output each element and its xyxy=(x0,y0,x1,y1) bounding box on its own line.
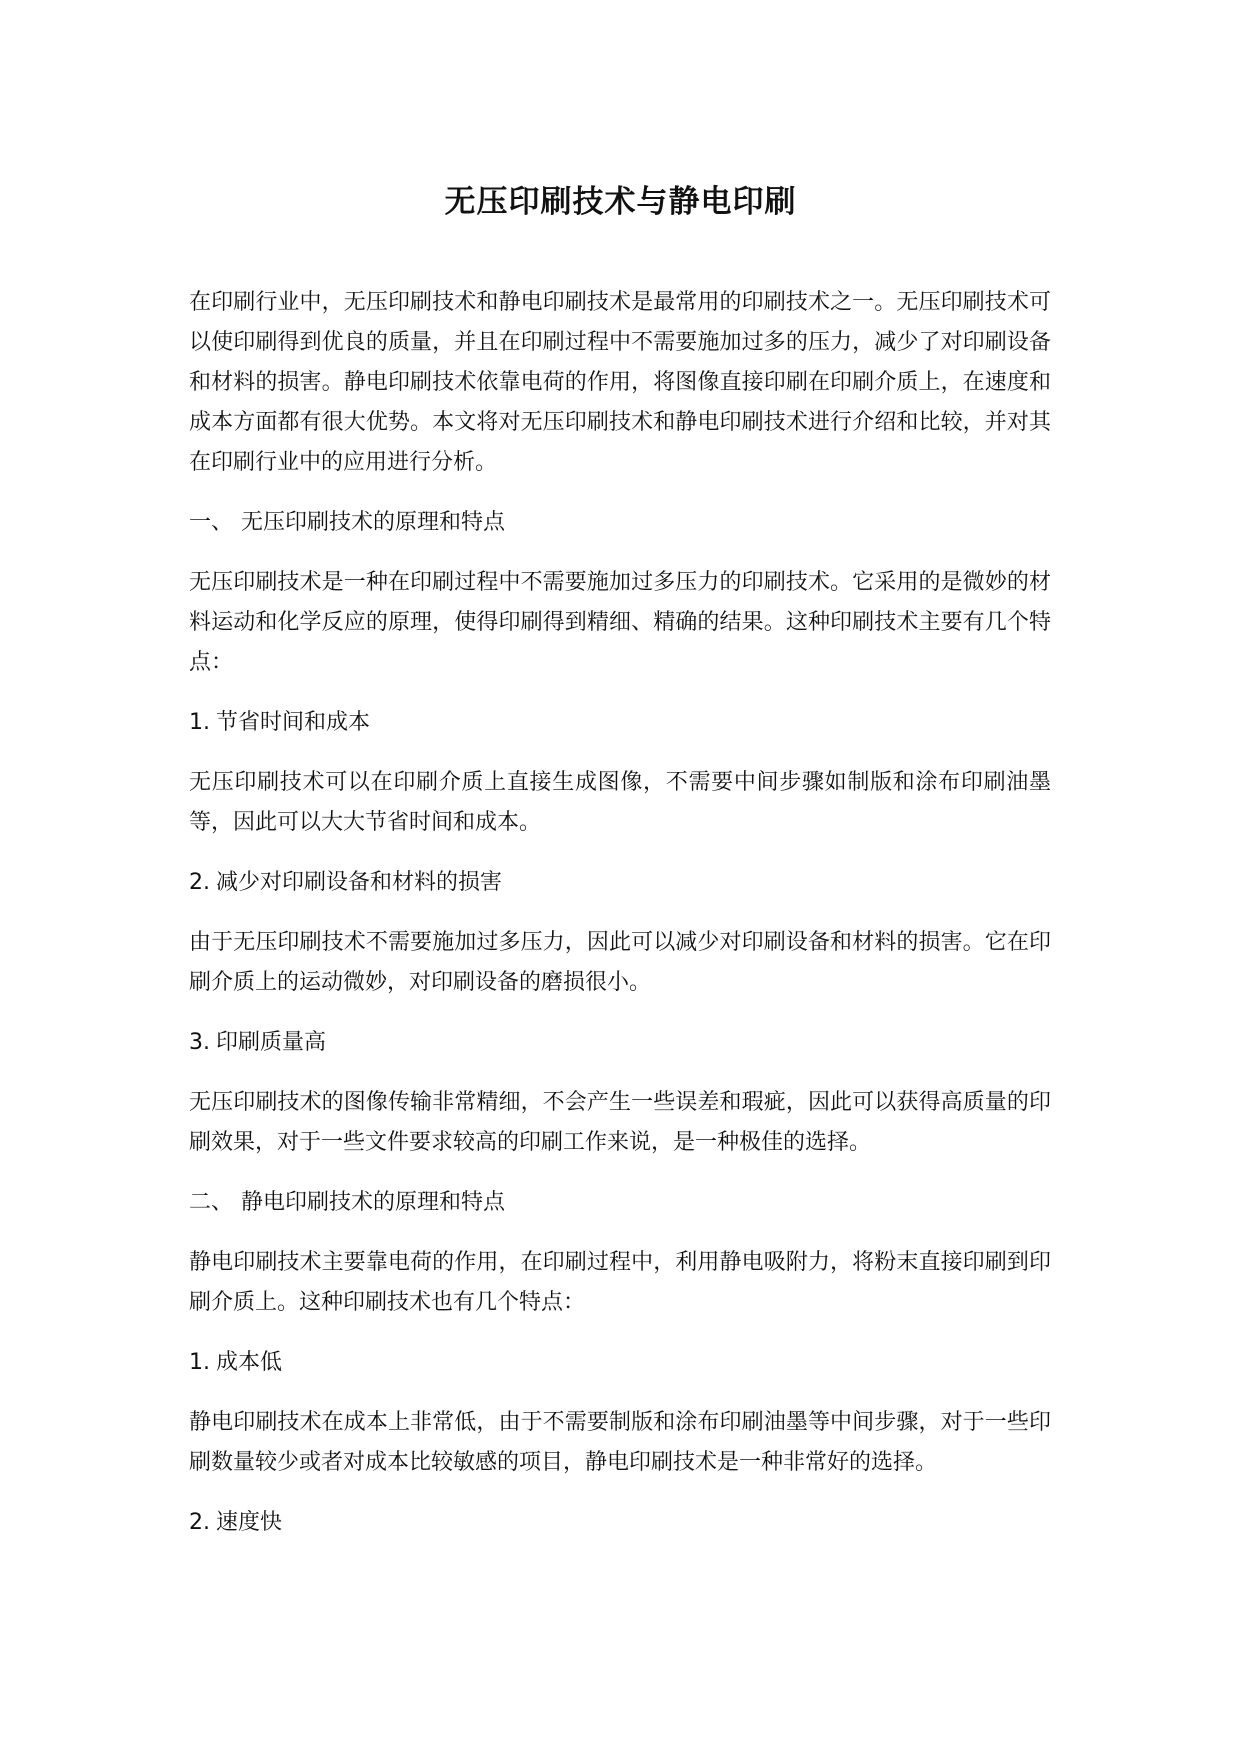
point-title: 速度快 xyxy=(216,1510,283,1535)
point-paragraph: 由于无压印刷技术不需要施加过多压力，因此可以减少对印刷设备和材料的损害。它在印刷介质上的运动微妙，对印刷设备的磨损很小。 xyxy=(189,930,1051,995)
point-title: 减少对印刷设备和材料的损害 xyxy=(216,870,503,895)
point-heading xyxy=(189,863,1051,903)
intro-paragraph: 在印刷行业中，无压印刷技术和静电印刷技术是最常用的印刷技术之一。无压印刷技术可以使印刷得到优良的质量，并且在印刷过程中不需要施加过多的压力，减少了对印刷设备和材料的损害。静电印刷技术依靠电荷的作用，将图像直接印刷在印刷介质上，在速度和成本方面都有很大优势。本文将对无压印刷技术和静电印刷技术进行介绍和比较，并对其在印刷行业中的应用进行分析。 xyxy=(189,290,1051,475)
section-paragraph: 静电印刷技术主要靠电荷的作用，在印刷过程中，利用静电吸附力，将粉末直接印刷到印刷介质上。这种印刷技术也有几个特点： xyxy=(189,1250,1051,1315)
document-title: 无压印刷技术与静电印刷 xyxy=(444,184,797,220)
point-heading xyxy=(189,1503,1051,1543)
point-paragraph: 静电印刷技术在成本上非常低，由于不需要制版和涂布印刷油墨等中间步骤，对于一些印刷数量较少或者对成本比较敏感的项目，静电印刷技术是一种非常好的选择。 xyxy=(189,1410,1051,1475)
point-number: 2. xyxy=(189,1510,210,1535)
point-title: 节省时间和成本 xyxy=(216,710,371,735)
section-title: 无压印刷技术的原理和特点 xyxy=(241,510,506,535)
point-heading xyxy=(189,1023,1051,1063)
point-heading xyxy=(189,1343,1051,1383)
section-title: 静电印刷技术的原理和特点 xyxy=(241,1190,506,1215)
point-title: 印刷质量高 xyxy=(216,1030,327,1055)
point-heading xyxy=(189,703,1051,743)
section-heading-1 xyxy=(189,503,1051,543)
document-body xyxy=(189,283,1051,1563)
point-paragraph: 无压印刷技术的图像传输非常精细，不会产生一些误差和瑕疵，因此可以获得高质量的印刷效果，对于一些文件要求较高的印刷工作来说，是一种极佳的选择。 xyxy=(189,1090,1051,1155)
section-number: 一、 xyxy=(189,510,234,535)
point-title: 成本低 xyxy=(216,1350,283,1375)
point-number: 2. xyxy=(189,870,210,895)
point-number: 1. xyxy=(189,710,210,735)
point-paragraph: 无压印刷技术可以在印刷介质上直接生成图像，不需要中间步骤如制版和涂布印刷油墨等，因此可以大大节省时间和成本。 xyxy=(189,770,1051,835)
section-heading-2 xyxy=(189,1183,1051,1223)
section-paragraph: 无压印刷技术是一种在印刷过程中不需要施加过多压力的印刷技术。它采用的是微妙的材料运动和化学反应的原理，使得印刷得到精细、精确的结果。这种印刷技术主要有几个特点： xyxy=(189,570,1051,675)
point-number: 3. xyxy=(189,1030,210,1055)
point-number: 1. xyxy=(189,1350,210,1375)
section-number: 二、 xyxy=(189,1190,234,1215)
